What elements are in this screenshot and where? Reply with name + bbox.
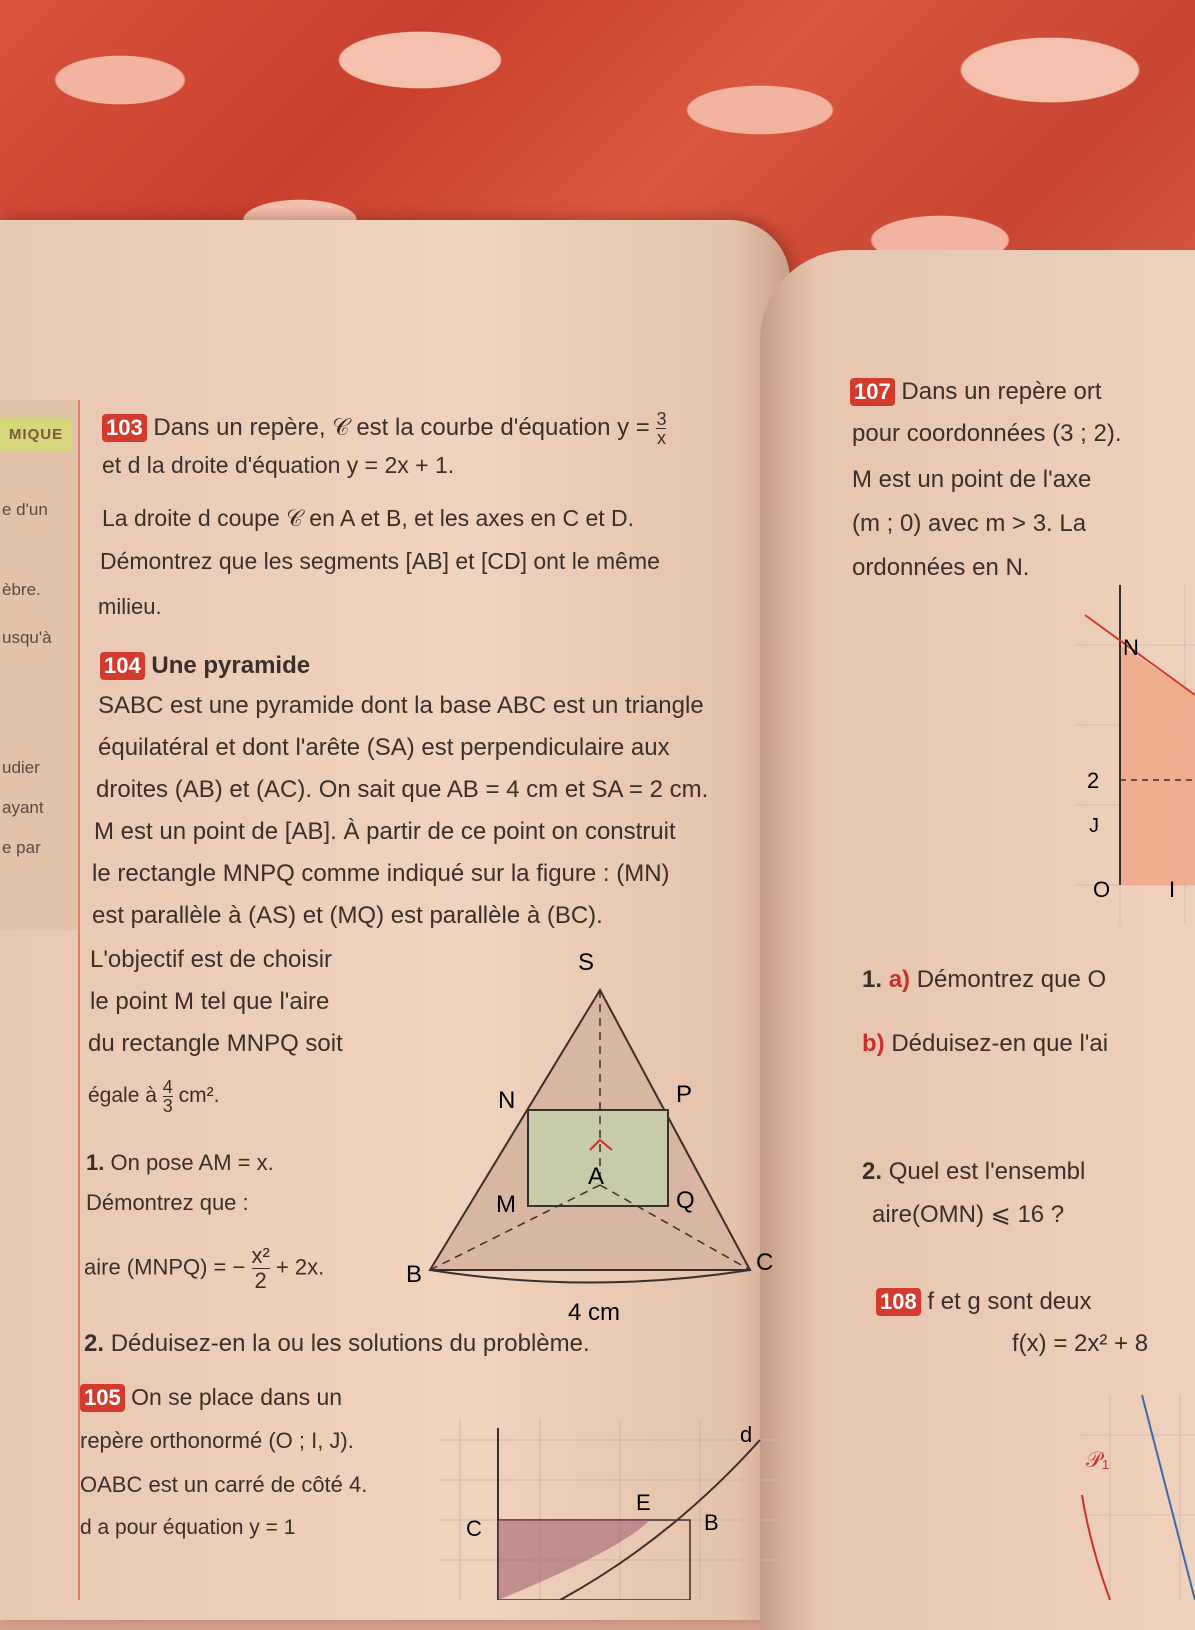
graph-line	[1142, 1395, 1195, 1600]
triangle-omn	[1120, 645, 1195, 885]
ex104-paragraph: droites (AB) et (AC). On sait que AB = 4 cm et SA = 2 cm.	[96, 776, 709, 803]
ex105-line4: d a pour équation y = 1	[80, 1516, 296, 1539]
ex105-line3: OABC est un carré de côté 4.	[80, 1472, 368, 1497]
ex103-line5: milieu.	[98, 594, 162, 619]
ex105-line1: 105 On se place dans un	[80, 1384, 342, 1412]
label-q: Q	[676, 1187, 695, 1214]
base-arc	[430, 1270, 750, 1283]
ex108-function: f(x) = 2x² + 8	[1012, 1330, 1149, 1357]
ex107-line4: (m ; 0) avec m > 3. La	[852, 510, 1087, 537]
margin-fragment: èbre.	[2, 580, 41, 599]
dimension-label: 4 cm	[568, 1299, 621, 1326]
ex104-question1-prompt: Démontrez que :	[86, 1190, 249, 1215]
label-b: B	[406, 1261, 423, 1288]
label-c: C	[756, 1249, 774, 1276]
ex103-line2: et d la droite d'équation y = 2x + 1.	[102, 452, 455, 478]
exercise-number: 105	[80, 1384, 125, 1412]
exercise-number: 107	[850, 378, 895, 406]
ex107-line1: 107 Dans un repère ort	[850, 378, 1102, 406]
label-a: A	[588, 1163, 605, 1190]
label-e: E	[636, 1490, 651, 1515]
exercise-number: 104	[100, 652, 145, 680]
margin-fragment: udier	[2, 758, 40, 777]
rectangle-mnpq	[528, 1110, 668, 1206]
margin-rule	[78, 400, 80, 1600]
ex104-question2: 2. Déduisez-en la ou les solutions du problème.	[84, 1330, 590, 1357]
ex104-objective: le point M tel que l'aire	[90, 988, 330, 1015]
fraction: $\frac{3}{x}$	[656, 409, 667, 448]
label-s: S	[578, 950, 595, 976]
ex108-line1: 108 f et g sont deux	[876, 1288, 1092, 1316]
grid	[1080, 1395, 1195, 1600]
ex107-question1b: b) Déduisez-en que l'ai	[862, 1030, 1109, 1057]
margin-fragment: ayant	[2, 798, 44, 817]
label-p: P	[676, 1081, 693, 1108]
margin-fragment: e par	[2, 838, 41, 857]
margin-fragment: e d'un	[2, 500, 48, 519]
exercise-title: Une pyramide	[151, 652, 311, 679]
label-m: M	[496, 1191, 516, 1218]
ex108-graph	[1080, 1395, 1195, 1600]
chapter-tab: MIQUE	[0, 418, 72, 452]
ex107-line5: ordonnées en N.	[852, 554, 1030, 581]
ex104-paragraph: le rectangle MNPQ comme indiqué sur la figure : (MN)	[92, 860, 670, 887]
label-d: d	[740, 1422, 753, 1447]
fraction: $\frac{4}{3}$	[162, 1077, 173, 1116]
ex107-line3: M est un point de l'axe	[852, 466, 1092, 493]
ex104-paragraph: M est un point de [AB]. À partir de ce point on construit	[94, 818, 676, 845]
label-two: 2	[1087, 768, 1100, 793]
ex104-objective-area: égale à $\frac{4}{3}$ cm².	[88, 1077, 220, 1116]
ex105-line2: repère orthonormé (O ; I, J).	[80, 1428, 354, 1453]
label-i: I	[1169, 877, 1176, 902]
label-o: O	[1093, 877, 1111, 902]
margin-fragment: usqu'à	[2, 628, 52, 647]
ex107-question1a: 1. a) Démontrez que O	[862, 966, 1107, 993]
label-b: B	[704, 1510, 719, 1535]
ex103-line4: Démontrez que les segments [AB] et [CD] ont le même	[100, 548, 660, 574]
ex103-line1: 103 Dans un repère, 𝒞 est la courbe d'équation y = $\frac{3}{x}$	[102, 410, 666, 447]
ex107-question2-condition: aire(OMN) ⩽ 16 ?	[872, 1201, 1065, 1228]
label-j: J	[1089, 815, 1099, 837]
ex104-objective: L'objectif est de choisir	[90, 946, 333, 973]
ex104-formula: aire (MNPQ) = − $\frac{\text{x²}}{2}$ + 2x.	[84, 1243, 325, 1293]
ex103-line3: La droite d coupe 𝒞 en A et B, et les axes en C et D.	[102, 505, 635, 531]
ex107-graph	[1075, 585, 1195, 925]
exercise-number: 108	[876, 1288, 921, 1316]
label-n: N	[1123, 635, 1139, 660]
label-c: C	[466, 1516, 482, 1541]
pyramid-figure	[400, 950, 780, 1330]
ex104-objective: du rectangle MNPQ soit	[88, 1030, 343, 1057]
ex104-paragraph: est parallèle à (AS) et (MQ) est parallèle à (BC).	[92, 902, 603, 929]
grid	[440, 1420, 780, 1600]
exercise-number: 103	[102, 414, 147, 442]
ex104-heading	[100, 652, 310, 680]
ex107-line2: pour coordonnées (3 ; 2).	[852, 420, 1122, 447]
fraction: $\frac{\text{x²}}{2}$	[251, 1243, 270, 1293]
ex104-paragraph: équilatéral et dont l'arête (SA) est perpendiculaire aux	[98, 734, 670, 761]
ex104-paragraph: SABC est une pyramide dont la base ABC est un triangle	[98, 692, 704, 719]
label-p1: 𝒫₁	[1086, 1447, 1110, 1472]
curve-p1	[1082, 1495, 1110, 1600]
ex104-question1: 1. On pose AM = x.	[86, 1150, 274, 1175]
ex105-figure	[440, 1420, 780, 1600]
ex107-question2: 2. Quel est l'ensembl	[862, 1158, 1086, 1185]
label-n: N	[498, 1087, 516, 1114]
